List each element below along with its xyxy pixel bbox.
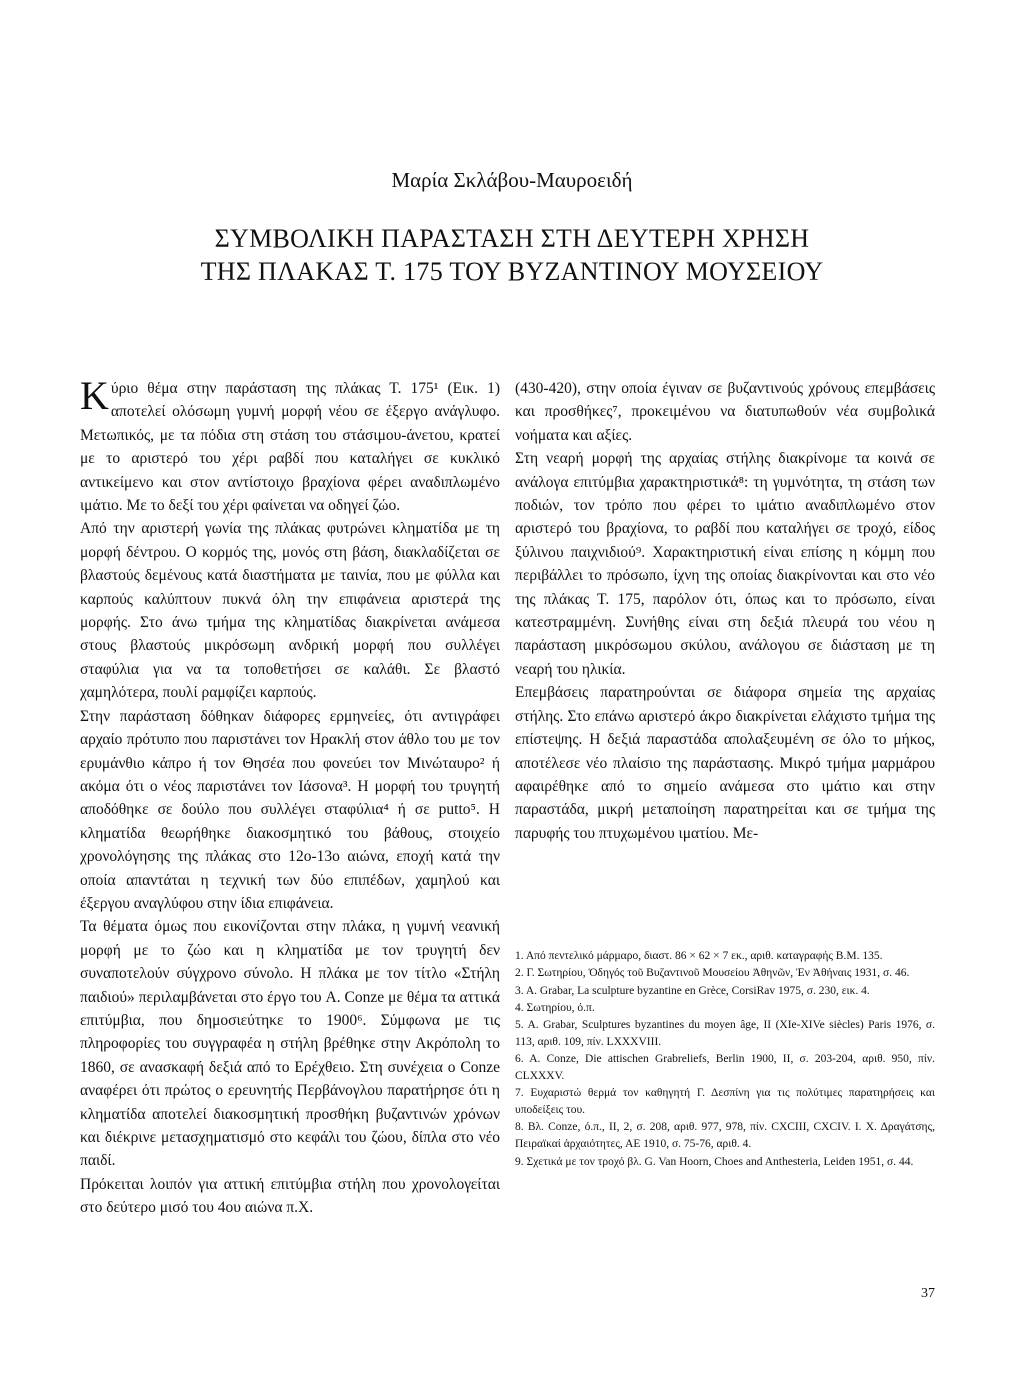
footnote: 8. Βλ. Conze, ό.π., II, 2, σ. 208, αριθ. 977, 978, πίν. CXCIII, CXCIV. Ι. Χ. Δραγάτσης, Πειραϊκαί ἀρχαιότητες, ΑΕ 1910, σ. 75-76, αριθ. 4. — [515, 1121, 935, 1151]
paragraph-text: ύριο θέμα στην παράσταση της πλάκας Τ. 175¹ (Εικ. 1) αποτελεί ολόσωμη γυμνή μορφή νέου σε έξεργο ανάγλυφο. Μετωπικός, με τα πόδια στη στάση του στάσιμου-άνετου, κρατεί με το αριστερό του χέρι ραβδί που καταλήγει σε κυκλικό αντικείμενο και στον αντίστοιχο βραχίονα φέρει αναδιπλωμένο ιμάτιο. Με το δεξί του χέρι φαίνεται να οδηγεί ζώο. — [80, 380, 500, 515]
paragraph: Στην παράσταση δόθηκαν διάφορες ερμηνείες, ότι αντιγράφει αρχαίο πρότυπο που παριστάνει τον Ηρακλή στον άθλο του με τον ερυμάνθιο κάπρο ή τον Θησέα που φονεύει τον Μινώταυρο² ή ακόμα ότι ο νέος παριστάνει τον Ιάσονα³. Η μορφή του τρυγητή αποδόθηκε σε δούλο που συλλέγει σταφύλια⁴ ή σε putto⁵. Η κληματίδα θεωρήθηκε διακοσμητικό του βάθους, στοιχείο χρονολόγησης της πλάκας στο 12ο-13ο αιώνα, εποχή κατά την οποία απαντάται η τεχνική των δύο επιπέδων, χαμηλού και έξεργου αναγλύφου στην ίδια επιφάνεια. — [80, 707, 500, 912]
footnotes — [515, 948, 935, 1171]
footnote: 4. Σωτηρίου, ό.π. — [515, 1001, 595, 1014]
article-title-line-1: ΣΥΜΒΟΛΙΚΗ ΠΑΡΑΣΤΑΣΗ ΣΤΗ ΔΕΥΤΕΡΗ ΧΡΗΣΗ — [214, 224, 810, 253]
footnote: 1. Από πεντελικό μάρμαρο, διαστ. 86 × 62 × 7 εκ., αριθ. καταγραφής Β.Μ. 135. — [515, 950, 883, 962]
paragraph: (430-420), στην οποία έγιναν σε βυζαντινούς χρόνους επεμβάσεις και προσθήκες⁷, προκειμένου να διατυπωθούν νέα συμβολικά νοήματα και αξίες. — [515, 380, 935, 444]
paragraph: Από την αριστερή γωνία της πλάκας φυτρώνει κληματίδα με τη μορφή δέντρου. Ο κορμός της, μονός στη βάση, διακλαδίζεται σε βλαστούς δεμένους κατά διαστήματα με ταινία, που με φύλλα και καρπούς καλύπτουν πυκνά όλη την επιφάνεια αριστερά της μορφής. Στο άνω τμήμα της κληματίδας διακρίνεται ανάμεσα στους βλαστούς μικρόσωμη ανδρική μορφή που συλλέγει σταφύλια για να τα τοποθετήσει σε καλάθι. Σε βλαστό χαμηλότερα, πουλί ραμφίζει καρπούς. — [80, 520, 500, 702]
left-column — [80, 373, 500, 1220]
paragraph: Στη νεαρή μορφή της αρχαίας στήλης διακρίνομε τα κοινά σε ανάλογα επιτύμβια χαρακτηριστικά⁸: τη γυμνότητα, τη στάση των ποδιών, τον τρόπο που φέρει το ιμάτιο αναδιπλωμένο στον αριστερό του βραχίονα, το ραβδί που καταλήγει σε τροχό, είδος ξύλινου παιχνιδιού⁹. Χαρακτηριστική είναι επίσης η κόμμη που περιβάλλει το πρόσωπο, ίχνη της οποίας διακρίνονται και στο νέο της πλάκας Τ. 175, παρόλον ότι, όπως και το πρόσωπο, είναι κατεστραμμένη. Συνήθης είναι στη δεξιά πλευρά του νέου η παράσταση μικρόσωμου σκύλου, ανάλογου σε διάσταση με τη νεαρή του ηλικία. — [515, 450, 935, 678]
page-number: 37 — [921, 1286, 935, 1301]
paragraph: Πρόκειται λοιπόν για αττική επιτύμβια στήλη που χρονολογείται στο δεύτερο μισό του 4ου αιώνα π.Χ. — [80, 1175, 500, 1217]
drop-cap: Κ — [80, 373, 109, 418]
footnote: 6. A. Conze, Die attischen Grabreliefs, Berlin 1900, II, σ. 203-204, αριθ. 950, πίν. CLXXXV. — [515, 1053, 935, 1083]
footnote: 5. A. Grabar, Sculptures byzantines du moyen âge, II (XIe-XIVe siècles) Paris 1976, σ. 113, αριθ. 109, πίν. LXXXVIII. — [515, 1019, 935, 1048]
footnote: 7. Ευχαριστώ θερμά τον καθηγητή Γ. Δεσπίνη για τις πολύτιμες παρατηρήσεις και υποδείξεις του. — [515, 1087, 935, 1117]
footnote: 2. Γ. Σωτηρίου, Ὁδηγός τοῦ Βυζαντινοῦ Μουσείου Ἀθηνῶν, Ἐν Ἀθήναις 1931, σ. 46. — [515, 967, 910, 980]
paragraph: Τα θέματα όμως που εικονίζονται στην πλάκα, η γυμνή νεανική μορφή με το ζώο και η κληματίδα με τον τρυγητή δεν συναποτελούν σύγχρονο σύνολο. Η πλάκα με τον τίτλο «Στήλη παιδιού» περιλαμβάνεται στο έργο του A. Conze με θέμα τα αττικά επιτύμβια, που δημοσιεύτηκε το 1900⁶. Σύμφωνα με τις πληροφορίες του συγγραφέα η στήλη βρέθηκε στην Ακρόπολη το 1860, σε ανασκαφή δεξιά από το Ερέχθειο. Στη συνέχεια ο Conze αναφέρει ότι πρώτος ο ερευνητής Περβάνογλου παρατήρησε ότι η κληματίδα αποτελεί διακοσμητική προσθήκη βυζαντινών χρόνων και διέκρινε μετασχηματισμό στο κεφάλι του ζώου, δίπλα στο νέο παιδί. — [80, 918, 500, 1170]
paragraph: Επεμβάσεις παρατηρούνται σε διάφορα σημεία της αρχαίας στήλης. Στο επάνω αριστερό άκρο διακρίνεται ελάχιστο τμήμα της επίστεψης. Η δεξιά παραστάδα απολαξευμένη σε όλο το μήκος, αποτέλεσε νέο πλαίσιο της παράστασης. Μικρό τμήμα μαρμάρου αφαιρέθηκε από το σημείο ανάμεσα στο ιμάτιο και στην παραστάδα, μικρή μεταποίηση παρατηρείται και σε τμήμα της παρυφής του πτυχωμένου ιματίου. Με- — [515, 684, 935, 842]
article-title — [0, 222, 1024, 288]
author-name: Μαρία Σκλάβου-Μαυροειδή — [391, 168, 633, 192]
footnote: 3. A. Grabar, La sculpture byzantine en Grèce, CorsiRav 1975, σ. 230, εικ. 4. — [515, 984, 870, 997]
right-column — [515, 377, 935, 845]
paragraph — [80, 373, 500, 517]
article-title-line-2: ΤΗΣ ΠΛΑΚΑΣ Τ. 175 ΤΟΥ ΒΥΖΑΝΤΙΝΟΥ ΜΟΥΣΕΙΟΥ — [200, 257, 824, 286]
footnote: 9. Σχετικά με τον τροχό βλ. G. Van Hoorn, Choes and Anthesteria, Leiden 1951, σ. 44. — [515, 1155, 914, 1168]
